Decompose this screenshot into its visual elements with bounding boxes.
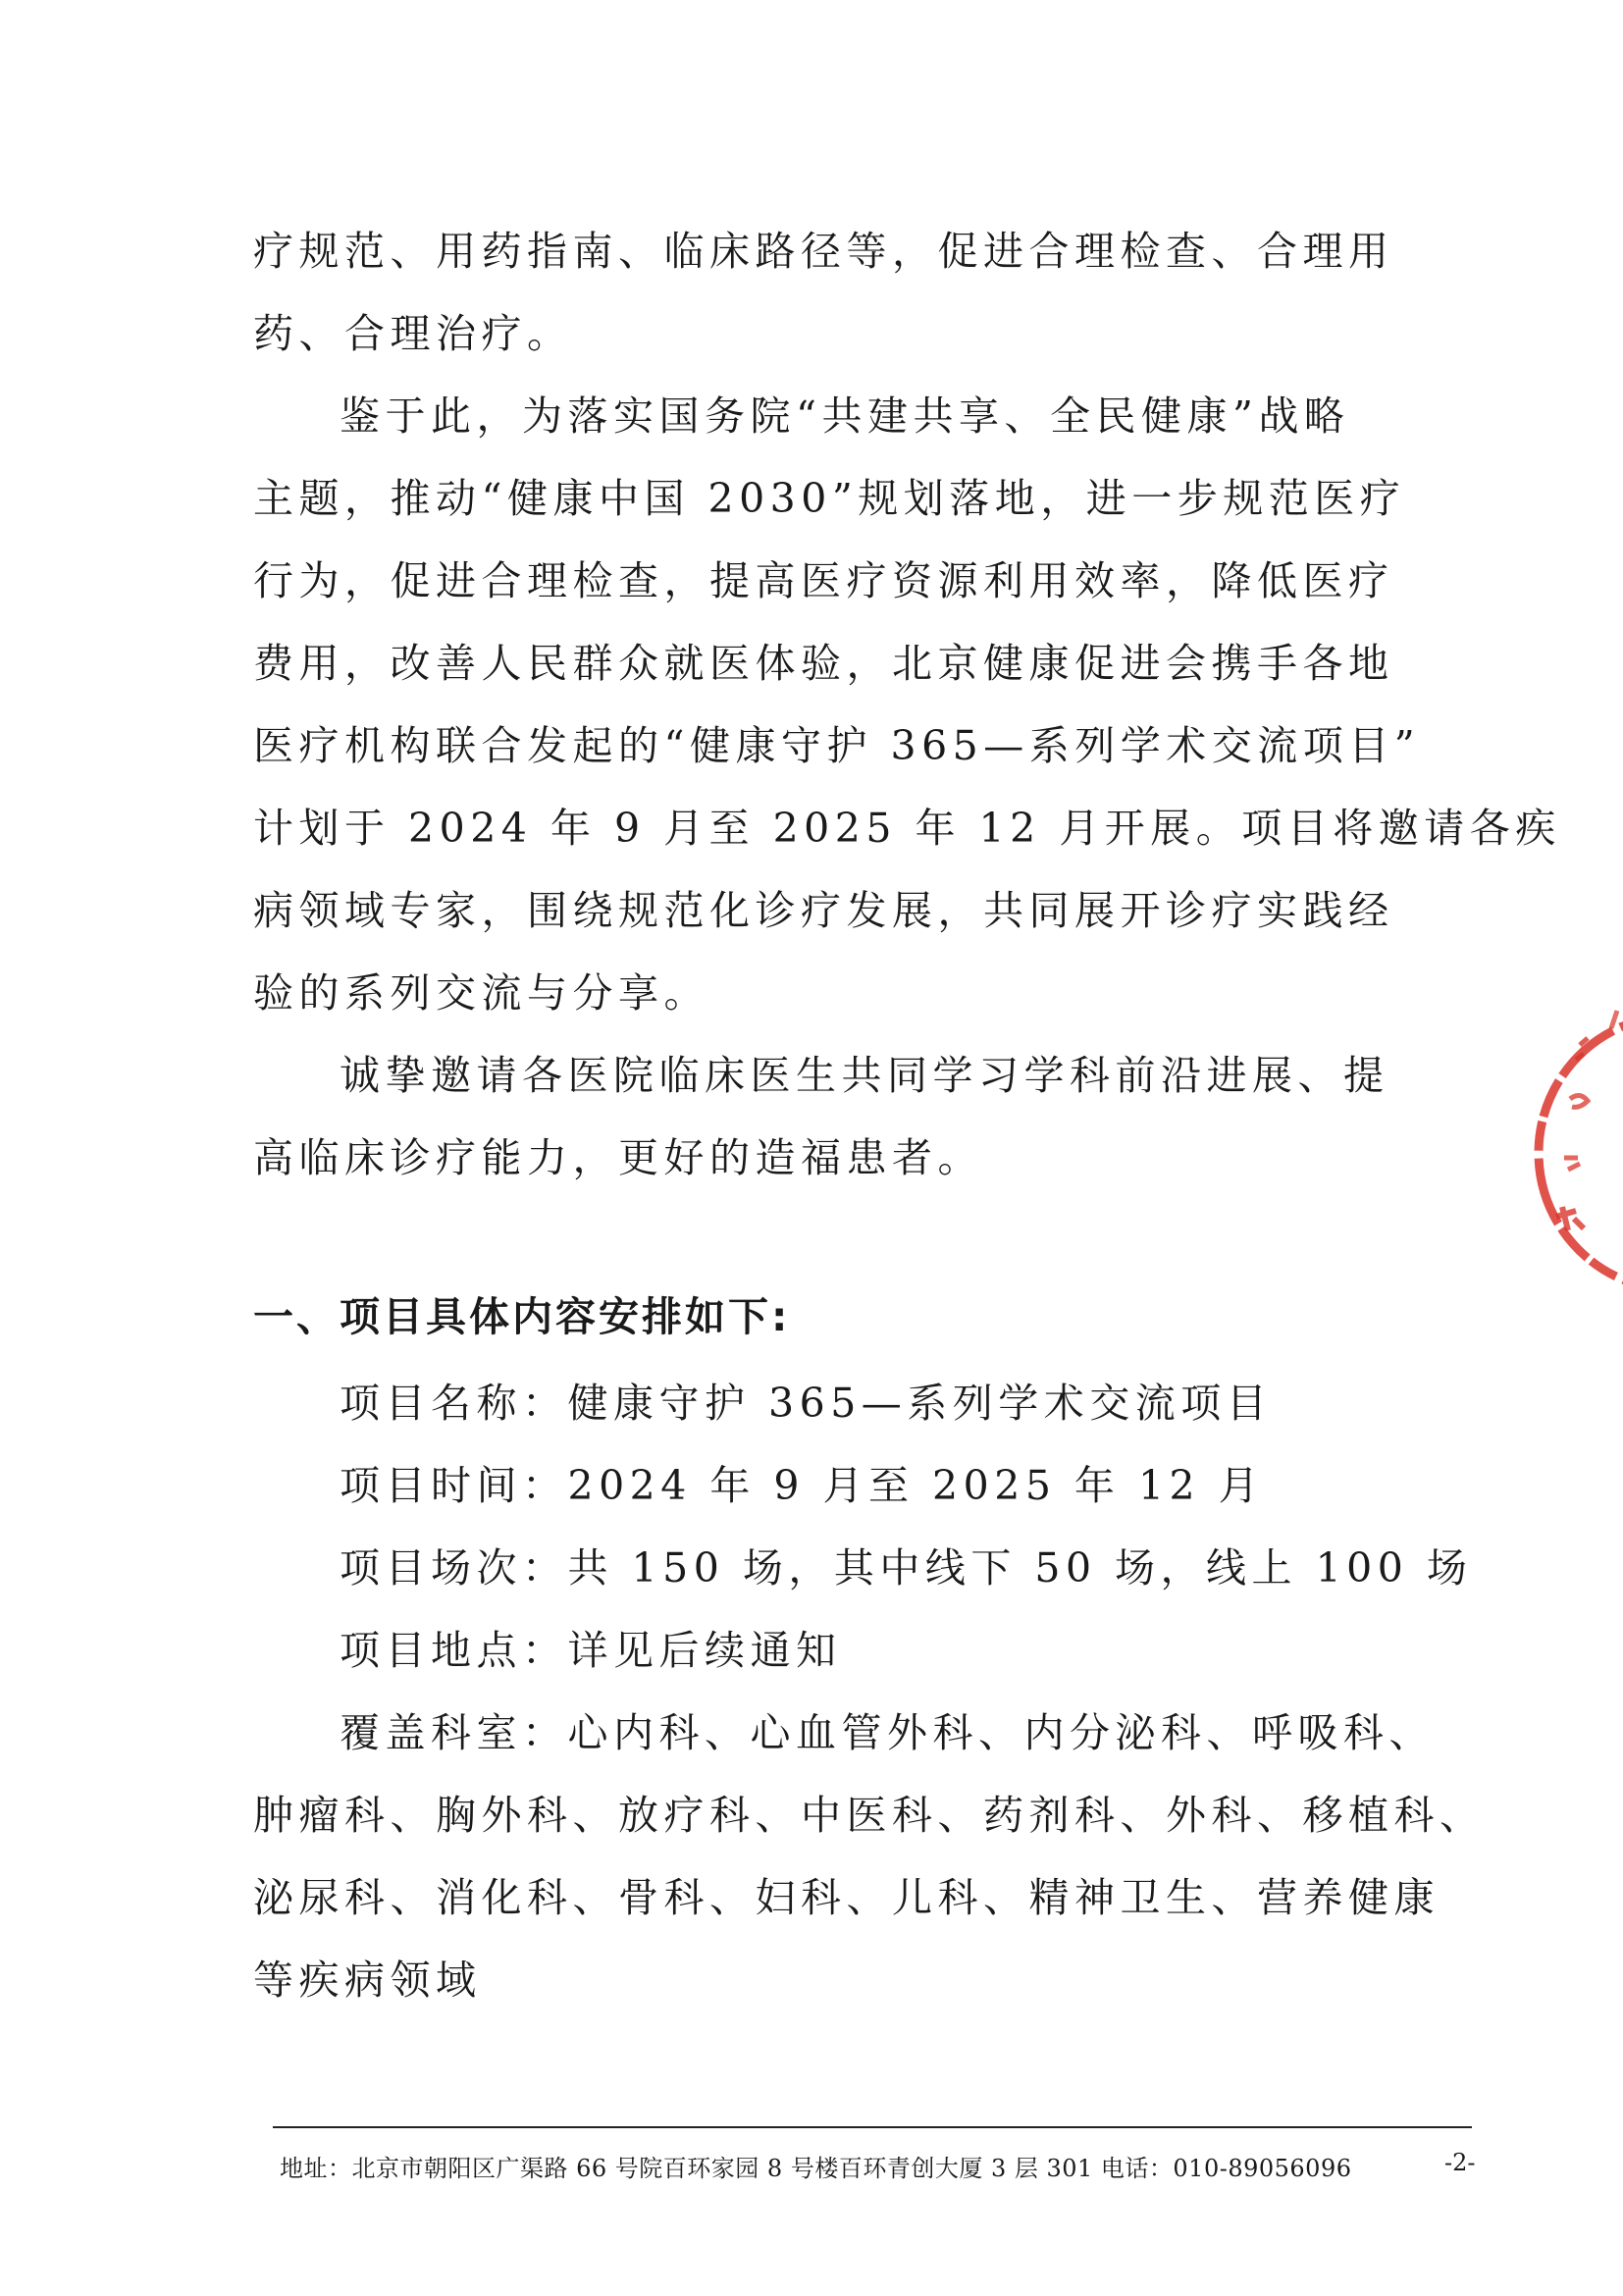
paragraph-line: 费用，改善人民群众就医体验，北京健康促进会携手各地 bbox=[253, 640, 1394, 687]
page-number: -2- bbox=[1444, 2149, 1476, 2176]
footer-address: 地址：北京市朝阳区广渠路 66 号院百环家园 8 号楼百环青创大厦 3 层 301 电话：010-89056096 bbox=[280, 2155, 1352, 2182]
paragraph-line: 验的系列交流与分享。 bbox=[253, 969, 709, 1017]
detail-line-time: 项目时间：2024 年 9 月至 2025 年 12 月 bbox=[340, 1462, 1265, 1509]
detail-line-location: 项目地点：详见后续通知 bbox=[340, 1627, 842, 1674]
paragraph-line: 计划于 2024 年 9 月至 2025 年 12 月开展。项目将邀请各疾 bbox=[253, 805, 1561, 852]
detail-line-departments-cont: 泌尿科、消化科、骨科、妇科、儿科、精神卫生、营养健康 bbox=[253, 1874, 1440, 1921]
detail-line-departments: 覆盖科室：心内科、心血管外科、内分泌科、呼吸科、 bbox=[340, 1709, 1435, 1756]
detail-line-sessions: 项目场次：共 150 场，其中线下 50 场，线上 100 场 bbox=[340, 1544, 1473, 1592]
paragraph-line: 病领域专家，围绕规范化诊疗发展，共同展开诊疗实践经 bbox=[253, 887, 1394, 934]
section-heading: 一、项目具体内容安排如下: bbox=[253, 1293, 791, 1340]
paragraph-line: 药、合理治疗。 bbox=[253, 310, 573, 357]
footer-divider bbox=[273, 2126, 1472, 2128]
paragraph-line: 主题，推动“健康中国 2030”规划落地，进一步规范医疗 bbox=[253, 475, 1406, 522]
paragraph-line: 鉴于此，为落实国务院“共建共享、全民健康”战略 bbox=[340, 392, 1350, 440]
paragraph-line: 高临床诊疗能力，更好的造福患者。 bbox=[253, 1134, 983, 1181]
detail-line-departments-cont: 等疾病领域 bbox=[253, 1957, 482, 2004]
detail-line-departments-cont: 肿瘤科、胸外科、放疗科、中医科、药剂科、外科、移植科、 bbox=[253, 1792, 1486, 1839]
paragraph-line: 行为，促进合理检查，提高医疗资源利用效率，降低医疗 bbox=[253, 557, 1394, 604]
paragraph-line: 医疗机构联合发起的“健康守护 365—系列学术交流项目” bbox=[253, 722, 1421, 769]
detail-line-name: 项目名称：健康守护 365—系列学术交流项目 bbox=[340, 1380, 1273, 1427]
paragraph-line: 疗规范、用药指南、临床路径等，促进合理检查、合理用 bbox=[253, 228, 1394, 275]
official-seal-stamp bbox=[1519, 991, 1623, 1315]
paragraph-line: 诚挚邀请各医院临床医生共同学习学科前沿进展、提 bbox=[340, 1052, 1389, 1099]
